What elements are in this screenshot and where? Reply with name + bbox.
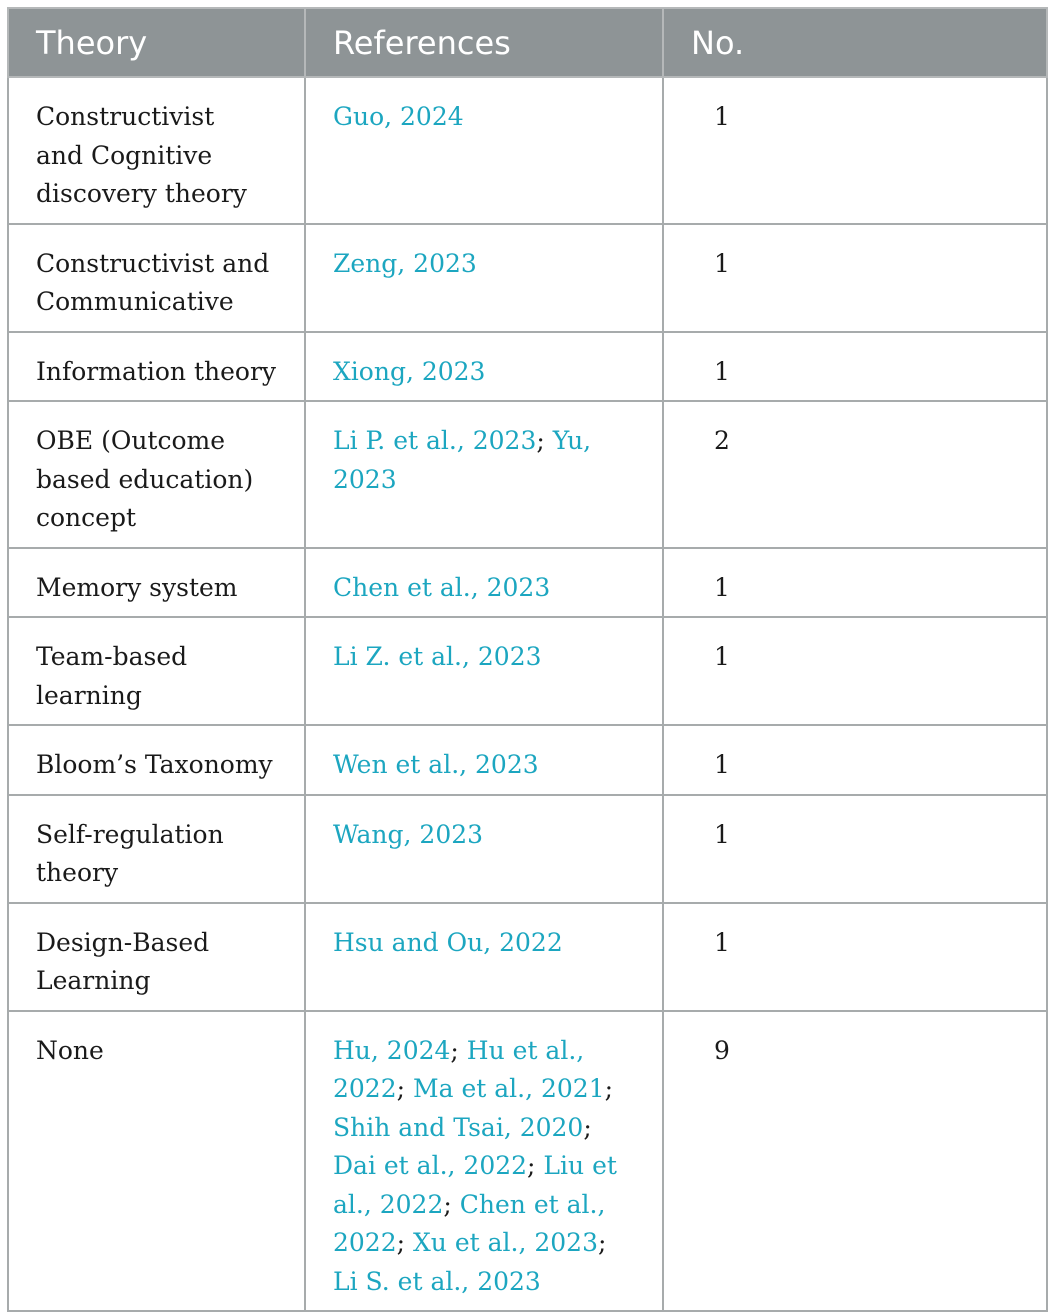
count-cell [663,725,1047,795]
count-cell [663,401,1047,548]
theory-cell [8,332,305,402]
table-row [8,332,1047,402]
count-value: 1 [714,356,730,386]
reference-separator: ; [583,1112,592,1142]
header-references: References [305,8,663,77]
count-value: 1 [714,750,730,779]
reference-link[interactable]: Chen et al., 2022 [333,1189,606,1257]
theory-cell [8,903,305,1011]
table-row [8,224,1047,332]
references-cell [305,332,663,402]
theory-cell [8,1011,305,1312]
header-no: No. [663,8,1047,77]
theory-text: Memory system [36,572,238,602]
references-cell [305,725,663,795]
theory-text: Bloom’s Taxonomy [36,750,273,779]
references-cell [305,401,663,548]
references-cell [305,617,663,725]
theory-text: Design-Based Learning [36,927,210,995]
reference-separator: ; [396,1074,413,1103]
reference-separator: ; [598,1228,607,1257]
references-cell [305,77,663,224]
theory-text: Self-regulation theory [36,819,224,887]
count-cell [663,795,1047,903]
count-value: 1 [714,248,730,278]
reference-separator: ; [443,1189,460,1219]
theory-cell [8,795,305,903]
theory-text: None [36,1035,104,1065]
count-cell [663,332,1047,402]
reference-link[interactable]: Li S. et al., 2023 [333,1266,541,1296]
theory-cell [8,725,305,795]
table-row [8,401,1047,548]
table-row [8,548,1047,618]
theory-table [7,7,1048,1312]
table-row [8,77,1047,224]
reference-separator: ; [450,1035,467,1065]
theory-text: Information theory [36,356,277,386]
reference-link[interactable]: Zeng, 2023 [333,248,477,278]
reference-link[interactable]: Liu et al., 2022 [333,1151,617,1219]
theory-cell [8,548,305,618]
count-value: 1 [714,642,730,671]
reference-separator: ; [604,1074,614,1103]
theory-cell [8,617,305,725]
table-row [8,617,1047,725]
count-cell [663,224,1047,332]
reference-link[interactable]: Li Z. et al., 2023 [333,642,542,671]
count-cell [663,1011,1047,1312]
count-cell [663,548,1047,618]
header-theory: Theory [8,8,305,77]
reference-separator: ; [527,1151,544,1180]
table-row [8,1011,1047,1312]
count-value: 1 [714,819,730,849]
references-cell [305,903,663,1011]
count-value: 2 [714,426,730,455]
references-cell [305,548,663,618]
reference-link[interactable]: Hsu and Ou, 2022 [333,927,563,957]
references-cell [305,795,663,903]
table-row [8,725,1047,795]
theory-cell [8,77,305,224]
theory-cell [8,401,305,548]
table-row [8,795,1047,903]
count-value: 1 [714,102,730,131]
header-row [8,8,1047,77]
count-cell [663,617,1047,725]
reference-link[interactable]: Yu, 2023 [333,426,592,494]
reference-link[interactable]: Xu et al., 2023 [413,1228,598,1257]
theory-cell [8,224,305,332]
reference-separator: ; [396,1228,413,1257]
reference-separator: ; [536,426,553,455]
reference-link[interactable]: Hu, 2024 [333,1035,451,1065]
reference-link[interactable]: Ma et al., 2021 [413,1074,605,1103]
count-value: 9 [714,1035,730,1065]
references-cell [305,1011,663,1312]
reference-link[interactable]: Shih and Tsai, 2020 [333,1112,584,1142]
table-row [8,903,1047,1011]
reference-link[interactable]: Dai et al., 2022 [333,1151,528,1180]
reference-link[interactable]: Hu et al., 2022 [333,1035,585,1103]
reference-link[interactable]: Guo, 2024 [333,102,464,131]
count-cell [663,77,1047,224]
count-value: 1 [714,572,730,602]
theory-text: Constructivist and Communicative [36,248,270,316]
reference-link[interactable]: Chen et al., 2023 [333,572,551,602]
reference-link[interactable]: Li P. et al., 2023 [333,426,537,455]
theory-text: OBE (Outcome based education) concept [36,426,254,532]
count-cell [663,903,1047,1011]
reference-link[interactable]: Wang, 2023 [333,819,484,849]
theory-text: Team-based learning [36,642,188,710]
theory-text: Constructivist and Cognitive discovery theory [36,102,247,208]
reference-link[interactable]: Wen et al., 2023 [333,750,539,779]
references-cell [305,224,663,332]
count-value: 1 [714,927,730,957]
reference-link[interactable]: Xiong, 2023 [333,356,486,386]
